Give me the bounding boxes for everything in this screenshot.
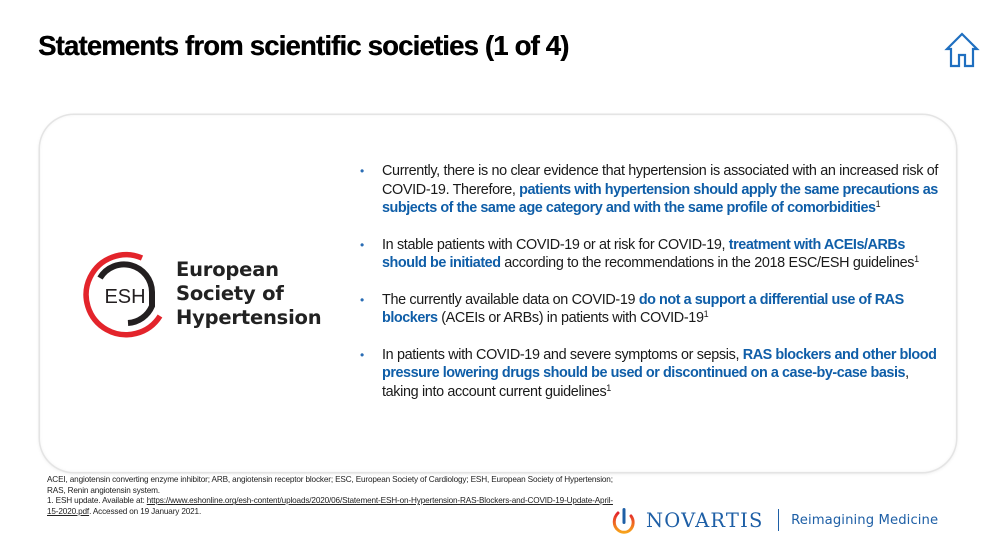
reference-marker: 1 bbox=[606, 382, 611, 393]
novartis-wordmark: NOVARTIS bbox=[646, 508, 764, 532]
statement-item bbox=[360, 346, 940, 402]
reference-1 bbox=[47, 496, 617, 517]
abbreviations: ACEI, angiotensin converting enzyme inhibitor; ARB, angiotensin receptor blocker; ESC, European Society of Cardiology; ESH, European Society of Hypertension; RAS, Renin angiotensin system. bbox=[47, 475, 613, 495]
statement-item bbox=[360, 291, 940, 328]
home-button[interactable] bbox=[944, 30, 980, 70]
reference-suffix: . Accessed on 19 January 2021. bbox=[89, 506, 202, 516]
statement-highlight: do not a support a differential use of RAS blockers bbox=[382, 291, 904, 326]
reference-marker: 1 bbox=[875, 199, 881, 209]
reference-marker: 1 bbox=[914, 254, 919, 264]
reference-prefix: 1. ESH update. Available at: bbox=[47, 496, 147, 506]
esh-ring-icon bbox=[80, 250, 170, 340]
esh-name bbox=[176, 258, 321, 330]
novartis-flame-icon bbox=[612, 506, 636, 534]
statement-text: In stable patients with COVID-19 or at risk for COVID-19, bbox=[382, 236, 729, 253]
brand-divider bbox=[778, 509, 780, 531]
statement-highlight: RAS blockers and other blood pressure lowering drugs should be used or discontinued on a case-by-case basis bbox=[382, 346, 937, 381]
statement-text: The currently available data on COVID-19 bbox=[382, 291, 639, 308]
statement-text: , taking into account current guidelines bbox=[382, 365, 909, 400]
statement-text: In patients with COVID-19 and severe symptoms or sepsis, bbox=[382, 346, 743, 363]
statement-item bbox=[360, 162, 940, 218]
statement-text: according to the recommendations in the 2018 ESC/ESH guidelines bbox=[500, 255, 915, 271]
reference-link[interactable]: https://www.eshonline.org/esh-content/uploads/2020/06/Statement-ESH-on-Hypertension-RAS-Blockers-and-COVID-19-Update-April-15-2020.pdf bbox=[47, 496, 613, 516]
statement-text: (ACEIs or ARBs) in patients with COVID-19 bbox=[437, 310, 704, 326]
statement-text: Currently, there is no clear evidence that hypertension is associated with an increased risk of COVID-19. Therefore, bbox=[382, 163, 939, 198]
reference-marker: 1 bbox=[703, 309, 709, 319]
brand-tagline: Reimagining Medicine bbox=[791, 512, 939, 528]
statement-highlight: treatment with ACEIs/ARBs should be initiated bbox=[382, 236, 905, 271]
statement-list bbox=[360, 162, 940, 401]
svg-text:ESH: ESH bbox=[104, 286, 146, 308]
esh-name-line: Hypertension bbox=[176, 306, 322, 329]
statement-item bbox=[360, 236, 940, 273]
novartis-logo bbox=[612, 503, 952, 537]
esh-name-line: European bbox=[176, 258, 279, 281]
statement-highlight: patients with hypertension should apply the same precautions as subjects of the same age category and with the same profile of comorbidities bbox=[382, 181, 938, 216]
footnotes bbox=[47, 475, 617, 517]
home-icon bbox=[944, 30, 980, 70]
esh-name-line: Society of bbox=[176, 282, 284, 305]
slide-title: Statements from scientific societies (1 of 4) bbox=[38, 30, 569, 61]
esh-logo bbox=[80, 250, 340, 340]
